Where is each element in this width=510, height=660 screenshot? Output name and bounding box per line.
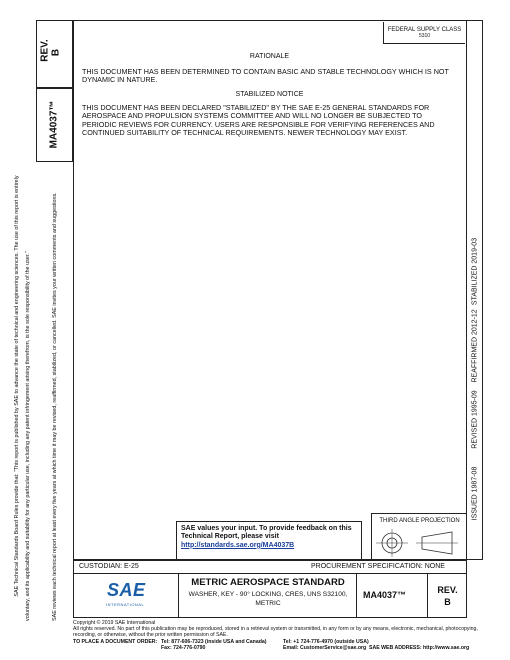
feedback-line1: SAE values your input. To provide feedback on this: [181, 525, 352, 532]
side-disclaimer-line3: SAE reviews each technical report at least every five years at which time it may be revised, reaffirmed, stabilized, or cancelled. SAE invites your written comments and suggestions.: [52, 192, 58, 621]
sae-logo-sub: INTERNATIONAL: [106, 602, 145, 607]
status-revised: REVISED 1995-09: [471, 390, 479, 449]
main-frame: [73, 20, 467, 560]
custodian: CUSTODIAN: E-25: [79, 563, 139, 570]
footer-fax: Fax: 724-776-0790: [161, 644, 206, 651]
side-doc-number: MA4037™: [48, 100, 60, 149]
status-reaffirmed: REAFFIRMED 2012-12: [471, 309, 479, 383]
footer-rights-2: recording, or otherwise, without the prior written permission of SAE.: [73, 632, 228, 639]
footer-tel-us: Tel: 877-606-7323 (inside USA and Canada): [161, 638, 267, 645]
projection-label: THIRD ANGLE PROJECTION: [379, 518, 460, 524]
custodian-row: [73, 560, 467, 574]
federal-supply-class-value: 5310: [418, 33, 431, 39]
feedback-box: [176, 521, 362, 560]
side-rev-block: [36, 20, 73, 88]
rev-value: B: [444, 597, 451, 607]
status-stabilized: STABILIZED 2019-03: [471, 237, 479, 306]
feedback-link[interactable]: http://standards.sae.org/MA4037B: [181, 541, 295, 549]
rationale-text: THIS DOCUMENT HAS BEEN DETERMINED TO CONTAIN BASIC AND STABLE TECHNOLOGY WHICH IS NOT DYNAMIC IN NATURE.: [82, 67, 449, 85]
side-rev-value: B: [50, 48, 62, 57]
footer: [73, 620, 483, 652]
federal-supply-class-label: FEDERAL SUPPLY CLASS: [387, 27, 462, 33]
standard-title: METRIC AEROSPACE STANDARD: [191, 577, 345, 588]
footer-rights-1: All rights reserved. No part of this publication may be reproduced, stored in a retrieval system or transmitted, in any form or by any means, electronic, mechanical, photocopying,: [73, 626, 478, 633]
projection-symbol-icon: [372, 526, 468, 560]
footer-web[interactable]: SAE WEB ADDRESS: http://www.sae.org: [369, 644, 470, 651]
stabilized-notice-heading: STABILIZED NOTICE: [235, 91, 304, 98]
footer-copyright: Copyright © 2019 SAE International: [73, 620, 156, 626]
footer-order-label: TO PLACE A DOCUMENT ORDER:: [73, 638, 158, 645]
side-rev-label: REV.: [39, 39, 51, 62]
stabilized-notice-text: THIS DOCUMENT HAS BEEN DECLARED "STABILIZED" BY THE SAE E-25 GENERAL STANDARDS FOR AEROSPACE AND PROPULSION SYSTEMS COMMITTEE AND WILL NO LONGER BE SUBJECTED TO PERIODIC REVIEWS FOR CURRENCY. USERS ARE RESPONSIBLE FOR VERIFYING REFERENCES AND CONTINUED SUITABILITY OF TECHNICAL REQUIREMENTS. NEWER TECHNOLOGY MAY EXIST.: [82, 103, 435, 138]
rev-cell: [428, 574, 467, 618]
standard-description-1: WASHER, KEY - 90° LOCKING, CRES, UNS S32100,: [188, 591, 348, 598]
sae-logo: SAE: [107, 580, 146, 600]
side-disclaimer-line2: voluntary, and its applicability and suitability for any particular use, including any patent infringement arising therefrom, is the sole responsibility of the user.”: [25, 251, 31, 621]
logo-cell: [73, 574, 179, 618]
standard-description-2: METRIC: [255, 600, 281, 607]
rationale-heading: RATIONALE: [249, 53, 290, 60]
feedback-line2: Technical Report, please visit: [181, 533, 279, 541]
side-disclaimer-line1: SAE Technical Standards Board Rules provide that: “This report is published by SAE to advance the state of technical and engineering sciences. The use of this report is entirely: [14, 175, 20, 597]
procurement-specification: PROCUREMENT SPECIFICATION: NONE: [311, 563, 445, 570]
doc-number-cell: [357, 574, 428, 618]
footer-tel-intl: Tel: +1 724-776-4970 (outside USA): [283, 638, 369, 645]
title-cell: [179, 574, 357, 618]
rev-label: REV.: [437, 585, 458, 595]
status-issued: ISSUED 1987-08: [471, 466, 479, 521]
footer-email[interactable]: Email: CustomerService@sae.org: [283, 644, 367, 651]
doc-number: MA4037™: [363, 590, 407, 600]
projection-box: [371, 513, 467, 560]
